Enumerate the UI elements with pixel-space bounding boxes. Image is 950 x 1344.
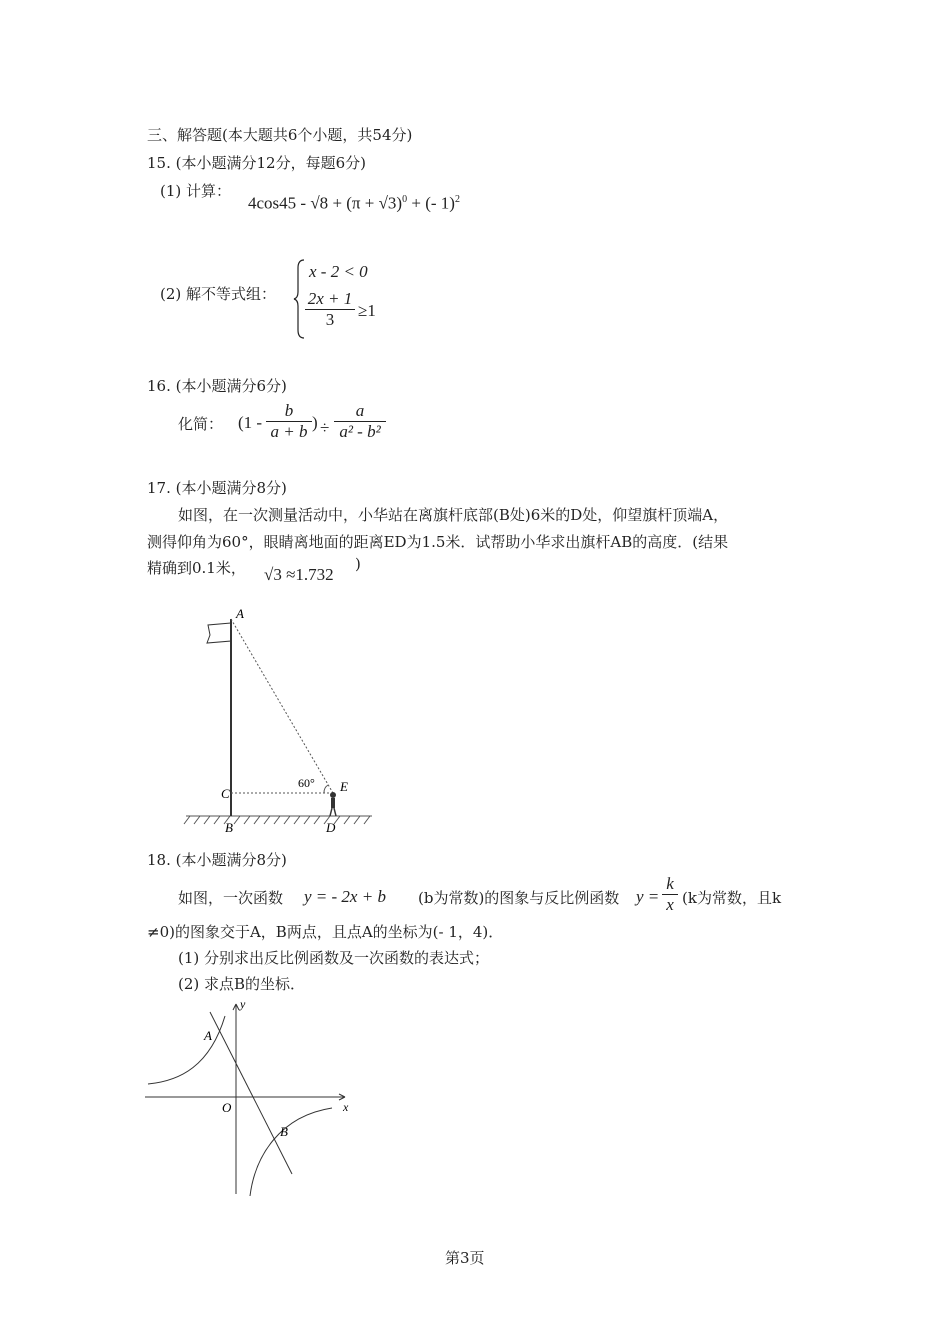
q15-inequality-2-fraction: $\frac{2x + 1}{3}$ xyxy=(305,289,355,330)
q18-line-1b: (b为常数)的图象与反比例函数 xyxy=(418,889,620,907)
q15-inequality-1: x - 2 < 0 xyxy=(309,262,368,281)
label-x-axis: x xyxy=(343,1100,349,1114)
label-origin: O xyxy=(222,1100,232,1115)
q18-subquestion-1: (1) 分别求出反比例函数及一次函数的表达式； xyxy=(178,949,490,967)
sight-line xyxy=(231,619,333,793)
linear-function-line xyxy=(210,1012,292,1174)
q16-close-paren: ) xyxy=(312,413,318,432)
q18-line-2: ≠0)的图象交于A，B两点，且点A的坐标为(- 1，4)． xyxy=(147,923,504,941)
q18-equation-2-left: y = xyxy=(636,887,660,906)
label-y-axis: y xyxy=(240,997,246,1011)
q18-line-1c: (k为常数，且k xyxy=(682,889,782,907)
q18-equation-1: y = - 2x + b xyxy=(304,887,386,906)
section-heading: 三、解答题(本大题共6个小题，共54分) xyxy=(147,126,413,144)
q15-part2-label: (2) 解不等式组： xyxy=(160,285,277,303)
label-point-a: A xyxy=(204,1028,212,1043)
flagpole-figure xyxy=(180,605,380,837)
q17-line-3-end: ) xyxy=(355,555,361,573)
q17-header: 17. (本小题满分8分) xyxy=(147,479,287,497)
q18-header: 18. (本小题满分8分) xyxy=(147,851,287,869)
page-number: 第3页 xyxy=(445,1249,485,1267)
q17-line-2: 测得仰角为60°，眼睛离地面的距离ED为1.5米．试帮助小华求出旗杆AB的高度．(结果 xyxy=(147,533,729,551)
q18-equation-2-fraction: $\frac{k}{x}$ xyxy=(662,874,678,915)
q15-part1-expression: $4\cos 45 - √8 + (\pi + √3)^0$ + (- 1)$^2$ xyxy=(248,193,460,213)
q16-header: 16. (本小题满分6分) xyxy=(147,377,287,395)
label-point-b: B xyxy=(280,1124,288,1139)
q15-header: 15. (本小题满分12分，每题6分) xyxy=(147,154,366,172)
hyperbola-branch-right xyxy=(250,1108,332,1196)
q16-divide-sign: ÷ xyxy=(320,418,330,437)
label-d: D xyxy=(326,820,336,835)
label-c: C xyxy=(221,786,230,801)
label-e: E xyxy=(340,779,348,794)
q18-line-1a: 如图，一次函数 xyxy=(178,889,284,907)
ground-hatching xyxy=(184,816,372,824)
label-b: B xyxy=(225,820,233,835)
function-graph-figure xyxy=(140,996,360,1206)
hyperbola-branch-left xyxy=(148,1016,225,1084)
q18-subquestion-2: (2) 求点B的坐标． xyxy=(178,975,306,993)
label-angle: 60° xyxy=(298,776,315,790)
angle-arc xyxy=(324,785,328,793)
q16-open-paren: (1 - xyxy=(238,413,263,432)
flag-icon xyxy=(207,623,231,643)
q17-line-3: 精确到0.1米， xyxy=(147,559,246,577)
label-a: A xyxy=(236,606,244,621)
q16-label: 化简： xyxy=(178,415,224,433)
q17-line-1: 如图，在一次测量活动中，小华站在离旗杆底部(B处)6米的D处，仰望旗杆顶端A， xyxy=(178,506,729,524)
q15-inequality-2-relation: ≥1 xyxy=(358,301,376,320)
person-icon xyxy=(330,792,336,816)
q16-fraction-1: $\frac{b}{a + b}$ xyxy=(266,401,312,442)
q17-approx: √3 ≈1.732 xyxy=(264,565,334,584)
q16-fraction-2: $\frac{a}{\text{a² - b²}}$ xyxy=(334,401,386,442)
q15-part1-label: (1) 计算： xyxy=(160,182,232,200)
